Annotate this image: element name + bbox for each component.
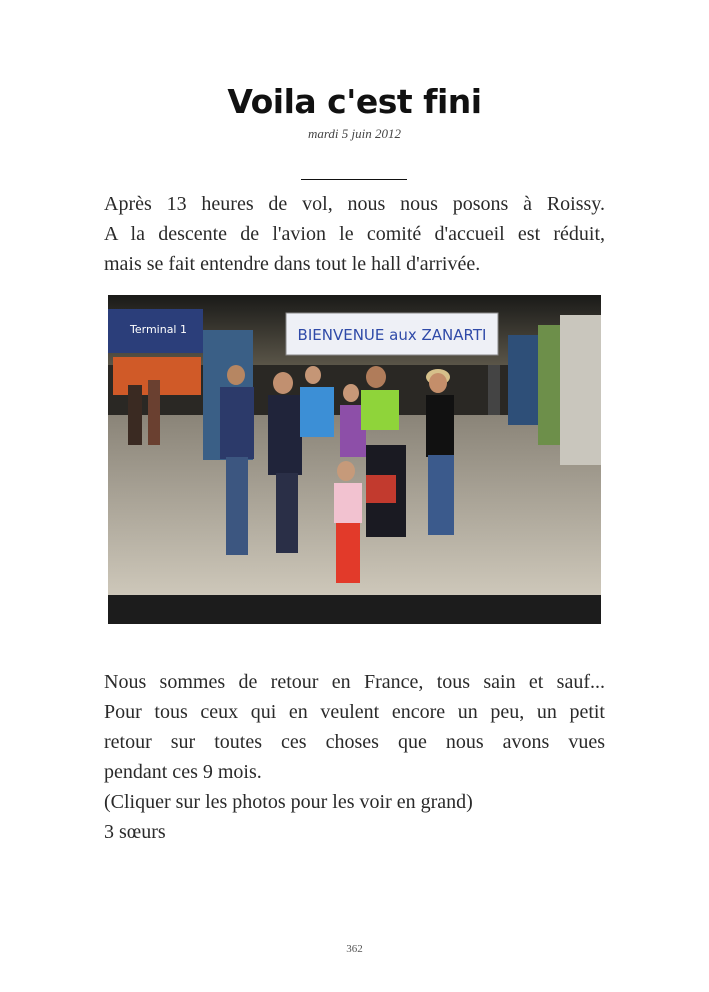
arrival-photo[interactable] bbox=[108, 295, 601, 624]
post-title: Voila c'est fini bbox=[227, 82, 482, 121]
terminal-sign-text: Terminal 1 bbox=[130, 323, 187, 336]
outro-line: pendant ces 9 mois. bbox=[104, 761, 262, 783]
page-number: 362 bbox=[346, 943, 363, 955]
signature: 3 sœurs bbox=[104, 821, 166, 843]
intro-line: mais se fait entendre dans tout le hall d'arrivée. bbox=[104, 253, 481, 275]
intro-line: A la descente de l'avion le comité d'accueil est réduit, bbox=[104, 223, 605, 245]
welcome-banner-text: BIENVENUE aux ZANARTI bbox=[297, 326, 487, 344]
title-separator bbox=[301, 179, 407, 180]
outro-paragraph bbox=[104, 667, 605, 847]
intro-paragraph bbox=[104, 189, 605, 279]
intro-line: Après 13 heures de vol, nous nous posons à Roissy. bbox=[104, 193, 605, 215]
outro-line: (Cliquer sur les photos pour les voir en grand) bbox=[104, 791, 473, 813]
outro-line: Pour tous ceux qui en veulent encore un peu, un petit bbox=[104, 701, 605, 723]
outro-line: Nous sommes de retour en France, tous sain et sauf... bbox=[104, 671, 605, 693]
post-date: mardi 5 juin 2012 bbox=[307, 126, 402, 141]
outro-line: retour sur toutes ces choses que nous avons vues bbox=[104, 731, 605, 753]
